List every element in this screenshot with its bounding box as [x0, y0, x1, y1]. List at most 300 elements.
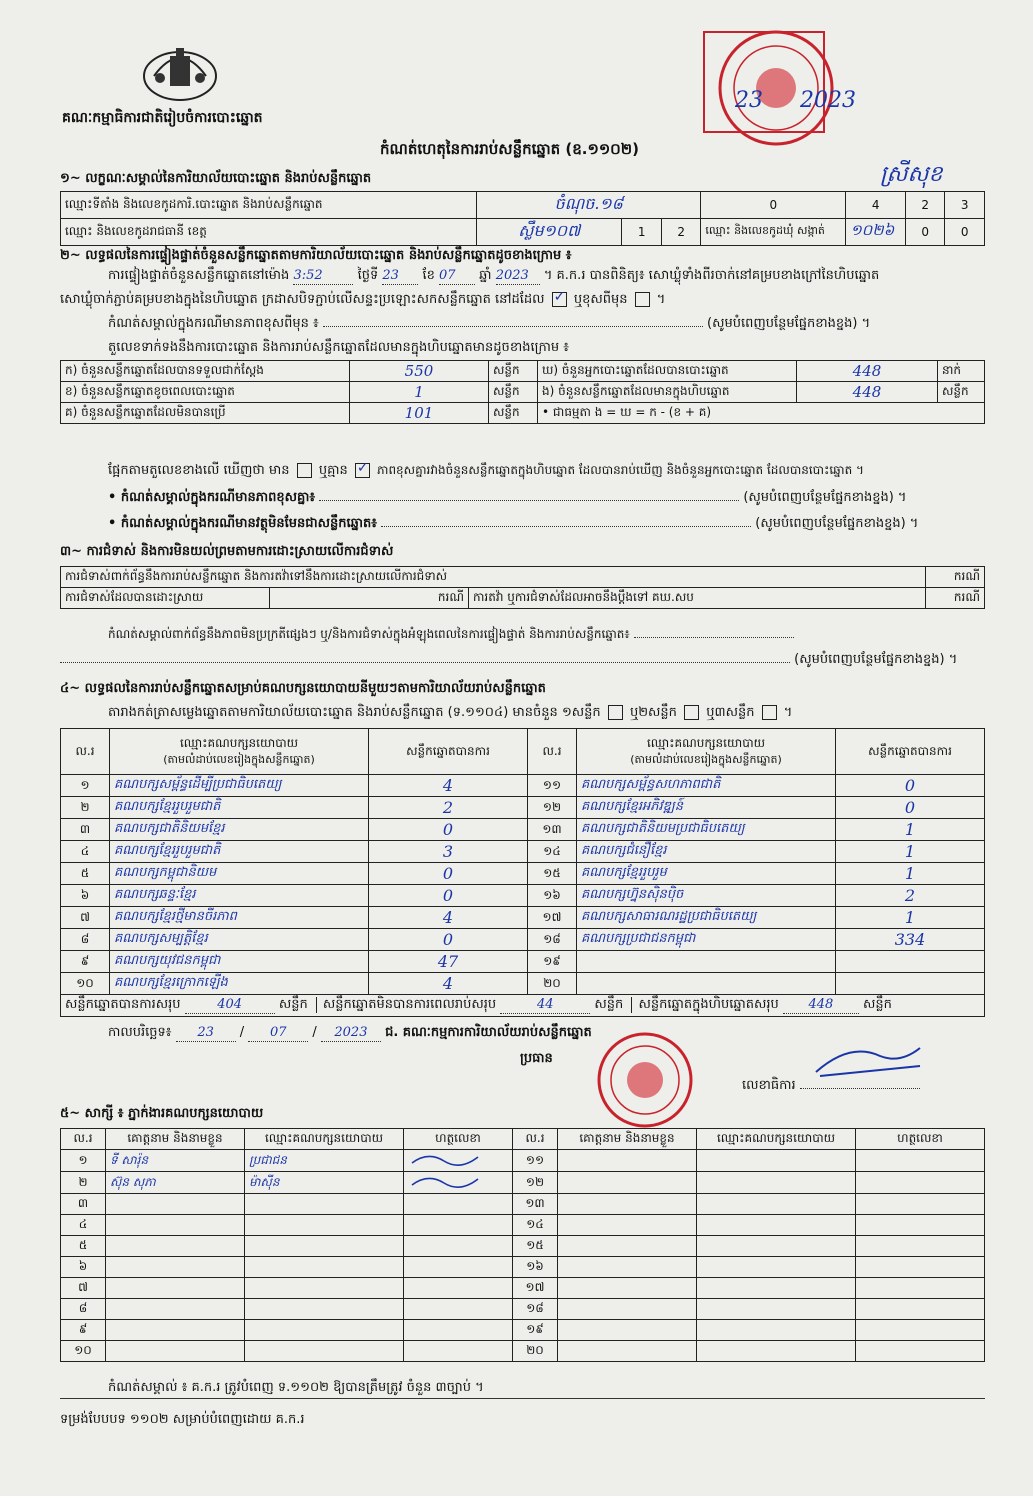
result-party	[577, 973, 836, 995]
w-col-sign: ហត្ថលេខា	[856, 1129, 985, 1150]
figures-intro: តួលេខទាក់ទងនឹងការបោះឆ្នោត និងការរាប់សន្លឹកឆ្នោតដែលមានក្នុងហិបឆ្នោតមានដូចខាងក្រោម ៖	[108, 340, 569, 355]
code2-digit: 0	[906, 219, 945, 246]
witness-name: ស៊ុន សុភា	[106, 1172, 245, 1194]
bullet1-suffix: (សូមបំពេញបន្ថែមផ្នែកខាងខ្នង) ។	[743, 490, 907, 505]
same-checkbox[interactable]: ✓	[553, 289, 566, 305]
witness-no: ៣	[61, 1194, 106, 1215]
total-unit: សន្លឹក	[278, 997, 308, 1012]
result-party: គណបក្សជាតិនិយមប្រជាធិបតេយ្យ	[577, 819, 836, 841]
witness-no: ១៦	[513, 1257, 558, 1278]
irregularity-blank-2[interactable]	[60, 662, 790, 663]
result-row	[61, 797, 985, 819]
figure-unit: សន្លឹក	[489, 361, 538, 382]
section1-table	[60, 191, 985, 246]
footer-divider	[60, 1398, 985, 1399]
committee-name: គណៈកម្មាធិការជាតិរៀបចំការបោះឆ្នោត	[62, 110, 263, 126]
witness-no: ១០	[61, 1341, 106, 1362]
witness-no: ៥	[61, 1236, 106, 1257]
witness-signature	[404, 1341, 513, 1362]
total-unit: សន្លឹក	[594, 997, 624, 1012]
result-party: គណបក្សខ្មែររួបរួមជាតិ	[110, 841, 369, 863]
handwritten-code: ស្រីសុខ	[880, 162, 943, 187]
footer-note: កំណត់សម្គាល់ ៖ គ.ក.រ ត្រូវបំពេញ ទ.១១០២ ឱ្យបានត្រឹមត្រូវ ចំនួន ៣ច្បាប់ ។	[108, 1380, 484, 1395]
result-votes: 3	[369, 841, 528, 863]
result-votes: 0	[369, 929, 528, 951]
witness-no: ១៤	[513, 1215, 558, 1236]
witness-name	[558, 1236, 697, 1257]
result-party: គណបក្សខ្មែរក្រោកឡើង	[110, 973, 369, 995]
result-party: គណបក្សយុវជនកម្ពុជា	[110, 951, 369, 973]
code1-digit: 3	[945, 192, 985, 219]
bullet2-line	[108, 516, 983, 532]
witness-name	[558, 1278, 697, 1299]
figure-unit: សន្លឹក	[489, 403, 538, 424]
month-label: ខែ	[422, 268, 435, 283]
totals-row	[61, 995, 985, 1017]
result-no: ១៩	[528, 951, 577, 973]
witness-row	[61, 1194, 985, 1215]
result-party: គណបក្សហ្វ៊ុនស៊ិនប៉ិច	[577, 885, 836, 907]
witness-party	[245, 1278, 404, 1299]
witness-signature	[856, 1194, 985, 1215]
year-label: ឆ្នាំ	[479, 268, 492, 283]
location-label: ឈ្មោះទីតាំង និងលេខកូដការិ.បោះឆ្នោត និងរាប់សន្លឹកឆ្នោត	[61, 192, 477, 219]
witness-name	[106, 1236, 245, 1257]
witness-no: ១២	[513, 1172, 558, 1194]
different-checkbox[interactable]	[635, 292, 650, 307]
witness-row	[61, 1257, 985, 1278]
result-no: ១៧	[528, 907, 577, 929]
result-party: គណបក្សជំនឿខ្មែរ	[577, 841, 836, 863]
witness-name	[558, 1320, 697, 1341]
figure-value: 1	[350, 382, 489, 403]
three-sheet-label: ឬ៣សន្លឹក	[706, 705, 755, 720]
witness-signature	[856, 1278, 985, 1299]
witness-no: ៩	[61, 1320, 106, 1341]
col-party-title: ឈ្មោះគណបក្សនយោបាយ	[646, 735, 766, 750]
col-party-sub: (តាមលំដាប់លេខរៀងក្នុងសន្លឹកឆ្នោត)	[630, 752, 782, 766]
bullet1-label: • កំណត់សម្គាល់ក្នុងករណីមានភាពខុសគ្នា៖	[108, 490, 316, 505]
total-unit: សន្លឹក	[863, 997, 892, 1012]
figure-unit: សន្លឹក	[489, 382, 538, 403]
witness-signature	[404, 1299, 513, 1320]
witness-no: ១៥	[513, 1236, 558, 1257]
official-stamp-bottom	[590, 1030, 700, 1130]
result-row	[61, 907, 985, 929]
figure-label: គ) ចំនួនសន្លឹកឆ្នោតដែលមិនបានប្រើ	[61, 403, 350, 424]
result-votes: 0	[369, 863, 528, 885]
date-month: 07	[248, 1025, 308, 1042]
time-value: 3:52	[293, 268, 353, 285]
witness-signature	[856, 1172, 985, 1194]
result-no: ៧	[61, 907, 110, 929]
witness-no: ១៨	[513, 1299, 558, 1320]
witness-no: ៤	[61, 1215, 106, 1236]
note1-blank[interactable]	[323, 326, 703, 327]
result-party: គណបក្សឆន្ទៈខ្មែរ	[110, 885, 369, 907]
w-col-party: ឈ្មោះគណបក្សនយោបាយ	[245, 1129, 404, 1150]
witness-party	[697, 1172, 856, 1194]
sheet-count-line	[108, 705, 792, 721]
witness-signature	[404, 1215, 513, 1236]
w-col-name: គោត្តនាម និងនាមខ្លួន	[558, 1129, 697, 1150]
col-no: ល.រ	[528, 729, 577, 775]
result-no: ៨	[61, 929, 110, 951]
code1-digit: 2	[906, 192, 945, 219]
signature-scribble	[408, 1151, 488, 1167]
result-party: គណបក្សខ្មែររួបរួមជាតិ	[110, 797, 369, 819]
result-row	[61, 885, 985, 907]
results-table	[60, 728, 985, 1017]
irregularity-label: កំណត់សម្គាល់ពាក់ព័ន្ធនឹងភាពមិនប្រក្រតីផ្សេងៗ ឬ/និងការជំទាស់ក្នុងអំឡុងពេលនៃការផ្ទៀងផ្ទាត់ និងការរាប់សន្លឹកឆ្នោត៖	[108, 627, 630, 641]
verification-text: ការផ្ទៀងផ្ទាត់ចំនួនសន្លឹកឆ្នោតនៅម៉ោង	[108, 268, 290, 283]
witness-row	[61, 1236, 985, 1257]
appeal-label: ការតវ៉ា ឬការជំទាស់ដែលអាចនឹងប្តឹងទៅ គឃ.សប	[469, 588, 926, 609]
official-stamp-top	[690, 20, 890, 160]
bullet2-label: • កំណត់សម្គាល់ក្នុងករណីមានវត្ថុមិនមែនជាសន្លឹកឆ្នោត៖	[108, 516, 377, 531]
witness-name	[558, 1341, 697, 1362]
witness-signature	[856, 1341, 985, 1362]
witness-name	[558, 1215, 697, 1236]
irregularity-note-line2	[60, 652, 985, 668]
section3-table	[60, 566, 985, 609]
bullet1-line	[108, 490, 983, 506]
result-no: ១៥	[528, 863, 577, 885]
stamp-year-handwritten: 2023	[800, 88, 856, 113]
witness-signature	[856, 1236, 985, 1257]
result-no: ១២	[528, 797, 577, 819]
result-no: ១៨	[528, 929, 577, 951]
verification-line	[108, 268, 879, 285]
commune-label: ឈ្មោះ និងលេខកូដឃុំ សង្កាត់	[701, 219, 846, 246]
result-row	[61, 819, 985, 841]
no-discrepancy-label: ឬគ្មាន	[318, 463, 348, 478]
witness-name	[558, 1150, 697, 1172]
resolved-label: ការជំទាស់ដែលបានដោះស្រាយ	[61, 588, 270, 609]
result-votes: 1	[836, 819, 985, 841]
note1-label: កំណត់សម្គាល់ក្នុងករណីមានភាពខុសពីមុន ៖	[108, 316, 319, 331]
total-box-label: សន្លឹកឆ្នោតក្នុងហិបឆ្នោតសរុប	[631, 997, 778, 1013]
total-invalid-label: សន្លឹកឆ្នោតមិនបានការពេលរាប់សរុប	[316, 997, 496, 1013]
result-party: គណបក្សខ្មែរអភិវឌ្ឍន៍	[577, 797, 836, 819]
witness-party	[245, 1257, 404, 1278]
result-row	[61, 841, 985, 863]
result-votes: 4	[369, 907, 528, 929]
result-no: ២០	[528, 973, 577, 995]
witness-name	[106, 1278, 245, 1299]
result-party	[577, 951, 836, 973]
witness-name	[106, 1215, 245, 1236]
witness-no: ១១	[513, 1150, 558, 1172]
figures-table	[60, 360, 985, 424]
case-unit: ករណី	[926, 588, 985, 609]
complaint-row-label: ការជំទាស់ពាក់ព័ន្ធនឹងការរាប់សន្លឹកឆ្នោត និងការតវ៉ាទៅនឹងការដោះស្រាយលើការជំទាស់	[61, 567, 926, 588]
one-sheet-checkbox[interactable]	[608, 705, 623, 720]
result-no: ៤	[61, 841, 110, 863]
result-party: គណបក្សសាធារណរដ្ឋប្រជាធិបតេយ្យ	[577, 907, 836, 929]
bullet2-suffix: (សូមបំពេញបន្ថែមផ្នែកខាងខ្នង) ។	[755, 516, 919, 531]
result-no: ១០	[61, 973, 110, 995]
witness-row	[61, 1299, 985, 1320]
witness-party: ប្រជាជន	[245, 1150, 404, 1172]
witness-row	[61, 1320, 985, 1341]
witness-row	[61, 1278, 985, 1299]
irregularity-blank[interactable]	[634, 637, 794, 638]
two-sheet-label: ឬ២សន្លឹក	[629, 705, 677, 720]
year-value: 2023	[496, 268, 540, 285]
result-votes: 1	[836, 863, 985, 885]
witness-party	[697, 1341, 856, 1362]
result-party: គណបក្សសម្ព័ន្ធសហភាពជាតិ	[577, 775, 836, 797]
result-no: ១៤	[528, 841, 577, 863]
witness-party	[245, 1299, 404, 1320]
witness-party	[245, 1341, 404, 1362]
witness-signature	[404, 1172, 513, 1194]
result-row	[61, 951, 985, 973]
result-party: គណបក្សជាតិនិយមខ្មែរ	[110, 819, 369, 841]
case-unit: ករណី	[926, 567, 985, 588]
formula-note: • ជាធម្មតា ង = ឃ = ក - (ខ + គ)	[538, 403, 985, 424]
section5-title: ៥~ សាក្សី ៖ ភ្នាក់ងារគណបក្សនយោបាយ	[60, 1106, 264, 1121]
witness-row	[61, 1341, 985, 1362]
province-label: ឈ្មោះ និងលេខកូដរាជធានី ខេត្ត	[61, 219, 477, 246]
witness-party	[697, 1194, 856, 1215]
figure-unit: សន្លឹក	[938, 382, 985, 403]
signature-scribble	[408, 1173, 488, 1189]
witness-signature	[404, 1150, 513, 1172]
sheet-count-text: តារាងកត់ត្រាសម្លេងឆ្នោតតាមការិយាល័យបោះឆ្នោត និងរាប់សន្លឹកឆ្នោត (ទ.១១០៤) មានចំនួន ១សន្លឹក	[108, 705, 601, 720]
result-votes: 4	[369, 973, 528, 995]
witness-signature	[404, 1236, 513, 1257]
code1-digit: 4	[846, 192, 906, 219]
witness-party	[697, 1320, 856, 1341]
section2-title: ២~ លទ្ធផលនៃការផ្ទៀងផ្ទាត់ចំនួនសន្លឹកឆ្នោតតាមការិយាល័យបោះឆ្នោត និងរាប់សន្លឹកឆ្នោតដូចខាងក្រោម ៖	[60, 248, 572, 263]
w-col-sign: ហត្ថលេខា	[404, 1129, 513, 1150]
figure-label: ង) ចំនួនសន្លឹកឆ្នោតដែលមានក្នុងហិបឆ្នោត	[538, 382, 797, 403]
witness-name	[558, 1172, 697, 1194]
witness-party	[245, 1236, 404, 1257]
result-no: ៣	[61, 819, 110, 841]
witness-name	[558, 1194, 697, 1215]
result-votes: 4	[369, 775, 528, 797]
witness-no: ៧	[61, 1278, 106, 1299]
commune-value: ១០២៦	[846, 219, 906, 246]
result-no: ១៣	[528, 819, 577, 841]
col-party	[577, 729, 836, 775]
figure-unit: នាក់	[938, 361, 985, 382]
no-discrepancy-checkbox[interactable]: ✓	[356, 460, 369, 476]
witness-no: ១	[61, 1150, 106, 1172]
result-party: គណបក្សសម្បត្តិខ្មែរ	[110, 929, 369, 951]
day-value: 23	[382, 268, 418, 285]
result-row	[61, 775, 985, 797]
witness-row	[61, 1215, 985, 1236]
col-no: ល.រ	[61, 729, 110, 775]
date-year: 2023	[321, 1025, 381, 1042]
discrepancy-text: ផ្អែកតាមតួលេខខាងលើ ឃើញថា មាន	[108, 463, 290, 478]
date-day: 23	[176, 1025, 236, 1042]
witness-table	[60, 1128, 985, 1362]
bullet1-blank[interactable]	[319, 500, 739, 501]
result-votes: 2	[836, 885, 985, 907]
result-party: គណបក្សប្រជាជនកម្ពុជា	[577, 929, 836, 951]
witness-name	[106, 1299, 245, 1320]
result-party: គណបក្សខ្មែរថ្មីមានចីរភាព	[110, 907, 369, 929]
note1-line	[108, 316, 983, 332]
result-party: គណបក្សខ្មែររួបរួម	[577, 863, 836, 885]
result-no: ៦	[61, 885, 110, 907]
witness-no: ១៩	[513, 1320, 558, 1341]
w-col-no: ល.រ	[61, 1129, 106, 1150]
col-votes: សន្លឹកឆ្នោតបានការ	[836, 729, 985, 775]
irregularity-note	[108, 626, 794, 642]
w-col-party: ឈ្មោះគណបក្សនយោបាយ	[697, 1129, 856, 1150]
section1-title: ១~ លក្ខណៈសម្គាល់នៃការិយាល័យបោះឆ្នោត និងរាប់សន្លឹកឆ្នោត	[60, 171, 372, 186]
witness-no: ២០	[513, 1341, 558, 1362]
witness-no: ៦	[61, 1257, 106, 1278]
result-votes: 2	[369, 797, 528, 819]
chair-label: ប្រធាន	[520, 1051, 553, 1066]
result-row	[61, 929, 985, 951]
witness-name	[106, 1320, 245, 1341]
form-title: កំណត់ហេតុនៃការរាប់សន្លឹកឆ្នោត (ឧ.១១០២)	[380, 140, 640, 158]
witness-party	[245, 1194, 404, 1215]
bullet2-blank[interactable]	[381, 526, 751, 527]
figure-value: 448	[797, 382, 938, 403]
figure-value: 550	[350, 361, 489, 382]
witness-signature	[404, 1320, 513, 1341]
date-line: កាលបរិច្ឆេទ៖ 23 / 07 / 2023 ជ. គណៈកម្មការការិយាល័យរាប់សន្លឹកឆ្នោត	[108, 1025, 592, 1040]
result-no: ២	[61, 797, 110, 819]
province-value: ស្លឹម១០៧	[477, 219, 622, 246]
total-valid-value: 404	[185, 997, 275, 1014]
witness-no: ១៧	[513, 1278, 558, 1299]
result-votes: 1	[836, 907, 985, 929]
result-party: គណបក្សកម្ពុជានិយម	[110, 863, 369, 885]
discrepancy-text-end: ភាពខុសគ្នារវាងចំនួនសន្លឹកឆ្នោតក្នុងហិបឆ្នោត ដែលបានរាប់ឃើញ និងចំនួនអ្នកបោះឆ្នោត ដែលបានបោះឆ្នោត ។	[377, 463, 864, 477]
total-box-value: 448	[783, 997, 859, 1014]
result-votes: 0	[369, 885, 528, 907]
witness-party: ម៉ាស៊ីន	[245, 1172, 404, 1194]
code2-digit: 0	[945, 219, 985, 246]
witness-party	[697, 1278, 856, 1299]
date-label: កាលបរិច្ឆេទ៖	[108, 1025, 172, 1040]
sheet-count-end: ។	[783, 705, 793, 720]
witness-row	[61, 1150, 985, 1172]
witness-row	[61, 1172, 985, 1194]
witness-party	[697, 1236, 856, 1257]
seal-text: សោឃ្លុំចាក់ភ្ជាប់គម្របខាងក្នុងនៃហិបឆ្នោត ក្រដាសបិទភ្ជាប់លើសន្ទះប្រឡោះសកសន្លឹកឆ្នោត នៅដដែល	[60, 292, 545, 307]
col-party	[110, 729, 369, 775]
note1-suffix: (សូមបំពេញបន្ថែមផ្នែកខាងខ្នង) ។	[707, 316, 871, 331]
three-sheet-checkbox[interactable]	[762, 705, 777, 720]
stamp-date-handwritten: 23	[735, 88, 763, 113]
figure-label: ក) ចំនួនសន្លឹកឆ្នោតដែលបានទទួលជាក់ស្តែង	[61, 361, 350, 382]
witness-party	[697, 1150, 856, 1172]
witness-no: ៨	[61, 1299, 106, 1320]
result-no: ១៦	[528, 885, 577, 907]
code1-digit: 0	[701, 192, 846, 219]
irregularity-suffix: (សូមបំពេញបន្ថែមផ្នែកខាងខ្នង) ។	[794, 652, 958, 667]
result-votes: 47	[369, 951, 528, 973]
witness-signature	[856, 1299, 985, 1320]
footer-form-code: ទម្រង់បែបបទ ១១០២ សម្រាប់បំពេញដោយ គ.ក.រ	[60, 1412, 305, 1427]
figure-value: 101	[350, 403, 489, 424]
witness-no: ១៣	[513, 1194, 558, 1215]
verification-text-end: ។ គ.ក.រ បានពិនិត្យ៖ សោឃ្លុំទាំងពីរចាក់នៅគម្របខាងក្រៅនៃហិបឆ្នោត	[543, 268, 880, 283]
figures-row	[61, 361, 985, 382]
section3-title: ៣~ ការជំទាស់ និងការមិនយល់ព្រមតាមការដោះស្រាយលើការជំទាស់	[60, 544, 394, 559]
day-label: ថ្ងៃទី	[357, 268, 379, 283]
witness-party	[697, 1257, 856, 1278]
result-votes: 0	[836, 797, 985, 819]
witness-signature	[856, 1257, 985, 1278]
section4-title: ៤~ លទ្ធផលនៃការរាប់សន្លឹកឆ្នោតសម្រាប់គណបក្សនយោបាយនីមួយៗតាមការិយាល័យរាប់សន្លឹកឆ្នោត	[60, 681, 546, 696]
figure-label: ឃ) ចំនួនអ្នកបោះឆ្នោតដែលបានបោះឆ្នោត	[538, 361, 797, 382]
result-no: ៩	[61, 951, 110, 973]
witness-name	[106, 1194, 245, 1215]
result-no: ៥	[61, 863, 110, 885]
result-votes	[836, 973, 985, 995]
col-votes: សន្លឹកឆ្នោតបានការ	[369, 729, 528, 775]
province-code-digit: 2	[661, 219, 700, 246]
result-votes: 0	[836, 775, 985, 797]
two-sheet-checkbox[interactable]	[684, 705, 699, 720]
emblem-logo	[140, 36, 220, 102]
secretary-line	[742, 1078, 920, 1094]
witness-signature	[404, 1278, 513, 1299]
result-no: ១១	[528, 775, 577, 797]
province-code-digit: 1	[622, 219, 661, 246]
location-value: ចំណុច.១៨	[477, 192, 701, 219]
result-row	[61, 973, 985, 995]
month-value: 07	[439, 268, 475, 285]
w-col-name: គោត្តនាម និងនាមខ្លួន	[106, 1129, 245, 1150]
result-votes: 334	[836, 929, 985, 951]
has-discrepancy-checkbox[interactable]	[297, 463, 312, 478]
total-invalid-value: 44	[500, 997, 590, 1014]
witness-name	[558, 1257, 697, 1278]
total-valid-label: សន្លឹកឆ្នោតបានការសរុប	[65, 997, 181, 1012]
w-col-no: ល.រ	[513, 1129, 558, 1150]
secretary-label: លេខាធិការ	[742, 1078, 796, 1093]
discrepancy-line	[108, 462, 864, 479]
figure-value: 448	[797, 361, 938, 382]
witness-name: ទី សារ៉ុន	[106, 1150, 245, 1172]
figure-label: ខ) ចំនួនសន្លឹកឆ្នោតខូចពេលបោះឆ្នោត	[61, 382, 350, 403]
different-option: ឬខុសពីមុន	[573, 292, 628, 307]
figures-row	[61, 382, 985, 403]
witness-party	[245, 1215, 404, 1236]
witness-signature	[404, 1257, 513, 1278]
witness-signature	[856, 1150, 985, 1172]
secretary-blank[interactable]	[800, 1088, 920, 1089]
result-row	[61, 863, 985, 885]
totals-line	[61, 995, 984, 1016]
witness-name	[106, 1341, 245, 1362]
witness-signature	[856, 1320, 985, 1341]
case-unit: ករណី	[270, 588, 469, 609]
result-votes: 0	[369, 819, 528, 841]
witness-signature	[404, 1194, 513, 1215]
witness-name	[558, 1299, 697, 1320]
witness-signature	[856, 1215, 985, 1236]
witness-no: ២	[61, 1172, 106, 1194]
figures-row	[61, 403, 985, 424]
witness-party	[697, 1299, 856, 1320]
witness-party	[245, 1320, 404, 1341]
witness-name	[106, 1257, 245, 1278]
